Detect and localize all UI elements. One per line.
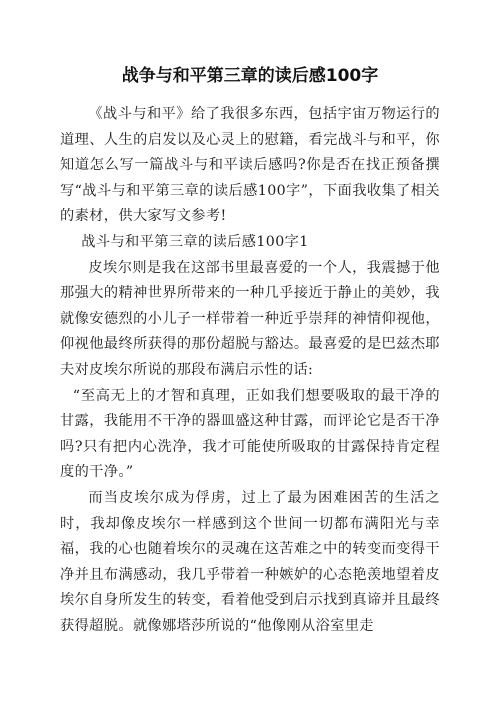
body-paragraph: 而当皮埃尔成为俘虏，过上了最为困难困苦的生活之时，我却像皮埃尔一样感到这个世间一切都布满阳光与幸福，我的心也随着埃尔的灵魂在这苦难之中的转变而变得干净并且布满感动，我几乎带着一种嫉妒的心态艳羡地望着皮埃尔自身所发生的转变，看着他受到启示找到真谛并且最终获得超脱。就像娜塔莎所说的“他像刚从浴室里走 — [60, 489, 440, 634]
document-title: 战争与和平第三章的读后感100字 — [121, 66, 379, 86]
intro-paragraph: 《战斗与和平》给了我很多东西，包括宇宙万物运行的道理、人生的启发以及心灵上的慰籍，看完战斗与和平，你知道怎么写一篇战斗与和平读后感吗?你是否在找正预备撰写“战斗与和平第三章的读后感100字”，下面我收集了相关的素材，供大家写文参考! — [60, 106, 440, 225]
quote-paragraph: “至高无上的才智和真理，正如我们想要吸取的最干净的甘露，我能用不干净的器皿盛这种甘露，而评论它是否干净吗?只有把内心洗净，我才可能使所吸取的甘露保持肯定程度的干净。” — [60, 387, 440, 481]
document-body — [60, 102, 440, 639]
body-paragraph: 皮埃尔则是我在这部书里最喜爱的一个人，我震撼于他那强大的精神世界所带来的一种几乎接近于静止的美妙，我就像安德烈的小儿子一样带着一种近乎崇拜的神情仰视他，仰视他最终所获得的那份超脱与豁达。最喜爱的是巴兹杰耶夫对皮埃尔所说的那段布满启示性的话: — [60, 259, 440, 378]
section-heading: 战斗与和平第三章的读后感100字1 — [81, 233, 309, 250]
